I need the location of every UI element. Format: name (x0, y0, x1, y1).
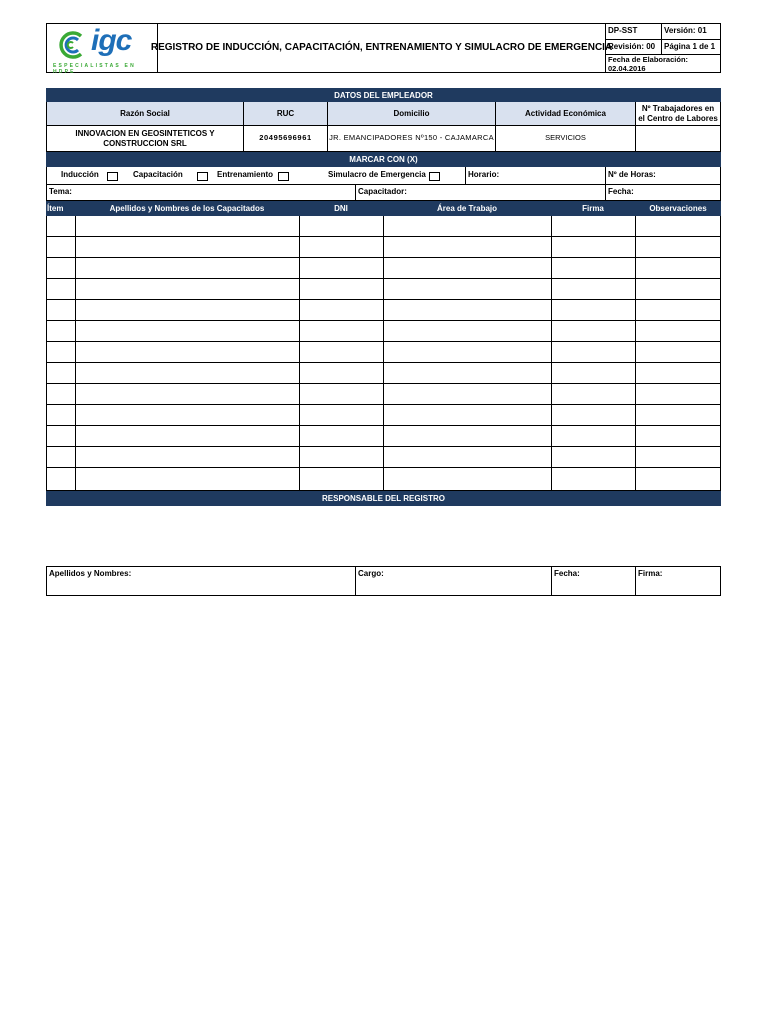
table-row (47, 384, 720, 405)
cell-item[interactable] (47, 300, 76, 320)
table-row (47, 279, 720, 300)
attendees-body (46, 216, 721, 491)
document-title: REGISTRO DE INDUCCIÓN, CAPACITACIÓN, ENTRENAMIENTO Y SIMULACRO DE EMERGENCIA (158, 24, 606, 72)
capacitador-divider (355, 185, 356, 200)
cell-firma[interactable] (552, 300, 636, 320)
cell-nombres[interactable] (76, 237, 300, 257)
cell-item[interactable] (47, 363, 76, 383)
fecha-divider (605, 185, 606, 200)
employer-section-title: DATOS DEL EMPLEADOR (46, 88, 721, 102)
cell-dni[interactable] (300, 426, 384, 446)
doc-revision: Revisión: 00 (606, 40, 662, 55)
cell-firma[interactable] (552, 447, 636, 467)
table-row (47, 258, 720, 279)
cell-nombres[interactable] (76, 363, 300, 383)
cell-firma[interactable] (552, 426, 636, 446)
doc-page: Página 1 de 1 (662, 40, 720, 55)
col-area-header: Área de Trabajo (436, 204, 498, 213)
cell-area[interactable] (384, 237, 552, 257)
responsible-table (46, 566, 721, 596)
doc-elab-date: 02.04.2016 (608, 64, 646, 73)
cell-observaciones[interactable] (636, 300, 722, 320)
cell-area[interactable] (384, 426, 552, 446)
table-row (47, 468, 720, 491)
cell-dni[interactable] (300, 279, 384, 299)
cell-nombres[interactable] (76, 447, 300, 467)
cell-firma[interactable] (552, 237, 636, 257)
option-capacitacion-label: Capacitación (133, 170, 183, 179)
table-row (47, 237, 720, 258)
fecha-label: Fecha: (608, 187, 634, 196)
cell-dni[interactable] (300, 300, 384, 320)
col-nombres-header: Apellidos y Nombres de los Capacitados (109, 204, 265, 213)
cell-dni[interactable] (300, 468, 384, 491)
responsible-firma-field[interactable]: Firma: (638, 569, 663, 578)
igc-logo-swirl-icon (51, 30, 91, 60)
cell-area[interactable] (384, 342, 552, 362)
cell-dni[interactable] (300, 216, 384, 236)
capacitador-label: Capacitador: (358, 187, 407, 196)
cell-area[interactable] (384, 363, 552, 383)
tema-row (46, 185, 721, 201)
cell-area[interactable] (384, 216, 552, 236)
cell-dni[interactable] (300, 363, 384, 383)
employer-value-domicilio: JR. EMANCIPADORES Nº150 - CAJAMARCA (328, 126, 496, 151)
employer-header-trabajadores: Nº Trabajadores en el Centro de Labores (636, 102, 720, 126)
cell-item[interactable] (47, 405, 76, 425)
cell-item[interactable] (47, 237, 76, 257)
cell-nombres[interactable] (76, 258, 300, 278)
horas-divider (605, 167, 606, 184)
col-firma-header: Firma (582, 204, 604, 213)
cell-nombres[interactable] (76, 279, 300, 299)
doc-version: Versión: 01 (662, 24, 720, 40)
employer-table (46, 102, 721, 152)
employer-header-ruc: RUC (244, 102, 328, 126)
cell-firma[interactable] (552, 468, 636, 491)
cell-area[interactable] (384, 384, 552, 404)
cell-area[interactable] (384, 468, 552, 491)
cell-area[interactable] (384, 321, 552, 341)
employer-header-razon: Razón Social (47, 102, 244, 126)
cell-item[interactable] (47, 447, 76, 467)
cell-nombres[interactable] (76, 321, 300, 341)
table-row (47, 342, 720, 363)
cell-nombres[interactable] (76, 405, 300, 425)
cell-item[interactable] (47, 384, 76, 404)
table-row (47, 426, 720, 447)
cell-nombres[interactable] (76, 300, 300, 320)
employer-value-trabajadores[interactable] (636, 126, 720, 151)
option-simulacro-label: Simulacro de Emergencia (328, 170, 426, 179)
cell-dni[interactable] (300, 384, 384, 404)
table-row (47, 363, 720, 384)
horario-label: Horario: (468, 170, 500, 179)
cell-item[interactable] (47, 468, 76, 491)
cell-dni[interactable] (300, 342, 384, 362)
cell-item[interactable] (47, 321, 76, 341)
cell-area[interactable] (384, 405, 552, 425)
company-logo (47, 24, 158, 75)
cell-firma[interactable] (552, 363, 636, 383)
option-entrenamiento-label: Entrenamiento (217, 170, 274, 179)
cell-dni[interactable] (300, 237, 384, 257)
cell-nombres[interactable] (76, 468, 300, 491)
cell-firma[interactable] (552, 342, 636, 362)
col-item-header: Ítem (47, 204, 64, 213)
cell-dni[interactable] (300, 405, 384, 425)
cell-firma[interactable] (552, 405, 636, 425)
col-observaciones-header: Observaciones (649, 204, 707, 213)
cell-observaciones[interactable] (636, 363, 722, 383)
cell-observaciones[interactable] (636, 258, 722, 278)
logo-wordmark: igc (91, 24, 132, 57)
doc-elab-label: Fecha de Elaboración: (608, 55, 689, 64)
option-simulacro-checkbox[interactable] (429, 172, 440, 181)
cell-dni[interactable] (300, 258, 384, 278)
cell-observaciones[interactable] (636, 468, 722, 491)
option-capacitacion-checkbox[interactable] (197, 172, 208, 181)
table-row (47, 447, 720, 468)
cell-firma[interactable] (552, 258, 636, 278)
employer-header-domicilio: Domicilio (328, 102, 496, 126)
table-row (47, 405, 720, 426)
doc-code: DP-SST (606, 24, 662, 40)
mark-row (46, 167, 721, 185)
cell-item[interactable] (47, 426, 76, 446)
cell-firma[interactable] (552, 216, 636, 236)
attendees-header (46, 201, 721, 216)
responsible-nombres-field[interactable]: Apellidos y Nombres: (47, 567, 356, 595)
cell-area[interactable] (384, 300, 552, 320)
cell-observaciones[interactable] (636, 384, 722, 404)
cell-item[interactable] (47, 279, 76, 299)
mark-section-title: MARCAR CON (X) (46, 152, 721, 167)
horas-label: Nº de Horas: (608, 170, 656, 179)
responsible-section-title: RESPONSABLE DEL REGISTRO (46, 491, 721, 506)
employer-value-actividad: SERVICIOS (496, 126, 636, 151)
table-row (47, 300, 720, 321)
cell-observaciones[interactable] (636, 405, 722, 425)
option-induccion-checkbox[interactable] (107, 172, 118, 181)
cell-area[interactable] (384, 447, 552, 467)
employer-value-razon: INNOVACION EN GEOSINTETICOS Y CONSTRUCCION SRL (47, 126, 244, 151)
cell-item[interactable] (47, 258, 76, 278)
cell-nombres[interactable] (76, 216, 300, 236)
cell-dni[interactable] (300, 321, 384, 341)
option-induccion-label: Inducción (61, 170, 99, 179)
tema-label: Tema: (49, 187, 72, 196)
option-entrenamiento-checkbox[interactable] (278, 172, 289, 181)
cell-observaciones[interactable] (636, 279, 722, 299)
cell-nombres[interactable] (76, 384, 300, 404)
cell-observaciones[interactable] (636, 237, 722, 257)
employer-header-actividad: Actividad Económica (496, 102, 636, 126)
horario-divider (465, 167, 466, 184)
employer-value-ruc: 20495696961 (244, 126, 328, 151)
cell-observaciones[interactable] (636, 342, 722, 362)
cell-observaciones[interactable] (636, 321, 722, 341)
col-dni-header: DNI (334, 204, 348, 213)
table-row (47, 321, 720, 342)
table-row (47, 216, 720, 237)
cell-item[interactable] (47, 342, 76, 362)
cell-observaciones[interactable] (636, 447, 722, 467)
cell-item[interactable] (47, 216, 76, 236)
cell-observaciones[interactable] (636, 426, 722, 446)
cell-area[interactable] (384, 279, 552, 299)
cell-nombres[interactable] (76, 342, 300, 362)
cell-firma[interactable] (552, 384, 636, 404)
cell-firma[interactable] (552, 321, 636, 341)
logo-tagline: ESPECIALISTAS EN HDPE (53, 63, 136, 75)
cell-dni[interactable] (300, 447, 384, 467)
cell-area[interactable] (384, 258, 552, 278)
responsible-cargo-field[interactable]: Cargo: (356, 567, 552, 595)
responsible-fecha-field[interactable]: Fecha: (552, 567, 636, 595)
cell-observaciones[interactable] (636, 216, 722, 236)
tema-input[interactable] (77, 185, 354, 200)
cell-firma[interactable] (552, 279, 636, 299)
cell-nombres[interactable] (76, 426, 300, 446)
